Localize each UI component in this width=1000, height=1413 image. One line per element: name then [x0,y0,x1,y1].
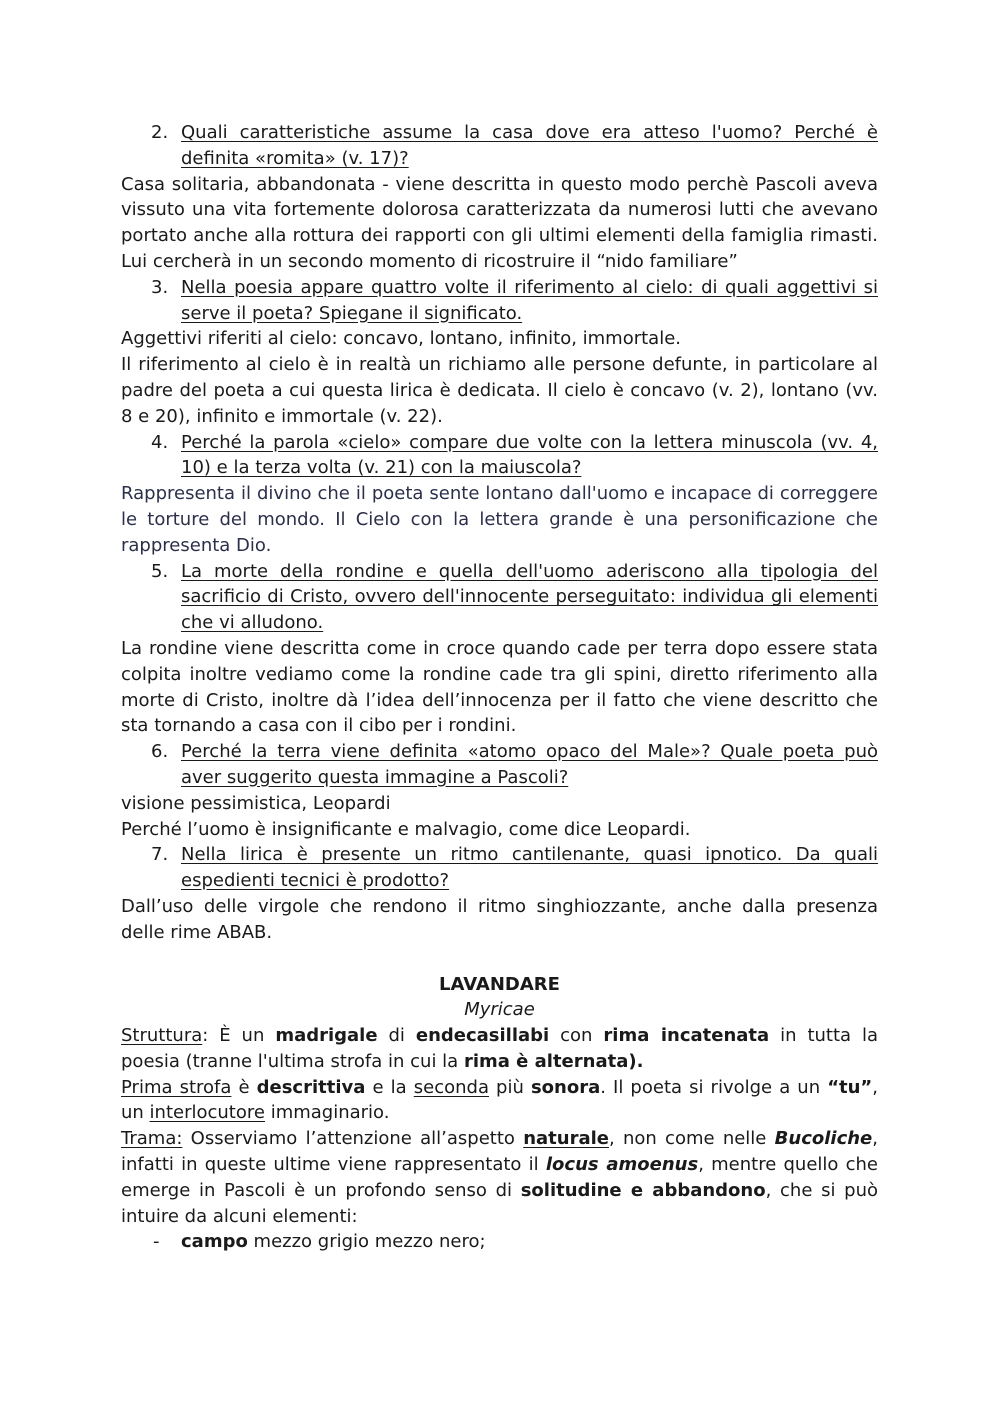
trama-paragraph: Trama: Osserviamo l’attenzione all’aspetto naturale, non come nelle Bucoliche, infatti in queste ultime viene rappresentato il locus amoenus, mentre quello che emerge in Pascoli è un profondo senso di solitudine e abbandono, che si può intuire da alcuni elementi: [121,1128,878,1227]
answer-3-explanation: Il riferimento al cielo è in realtà un richiamo alle persone defunte, in particolare al padre del poeta a cui questa lirica è dedicata. Il cielo è concavo (v. 2), lontano (vv. 8 e 20), infinito e immortale (v. 22). [121,354,878,427]
question-number: 7. [151,844,169,866]
question-7 [121,842,878,894]
question-text: Nella poesia appare quattro volte il riferimento al cielo: di quali aggettivi si serve il poeta? Spiegane il significato. [181,276,878,324]
struttura-paragraph: Struttura: È un madrigale di endecasillabi con rima incatenata in tutta la poesia (tranne l'ultima strofa in cui la rima è alternata). [121,1025,879,1072]
section-subtitle: Myricae [464,999,535,1021]
question-6 [121,739,878,791]
list-item: - campo mezzo grigio mezzo nero; [121,1229,878,1255]
question-text: La morte della rondine e quella dell'uomo aderiscono alla tipologia del sacrificio di Cristo, ovvero dell'innocente perseguitato: individua gli elementi che vi alludono. [181,560,878,634]
answer-4: Rappresenta il divino che il poeta sente lontano dall'uomo e incapace di correggere le torture del mondo. Il Cielo con la lettera grande è una personificazione che rappresenta Dio. [121,483,878,556]
answer-3-adjectives: Aggettivi riferiti al cielo: concavo, lontano, infinito, immortale. [121,328,682,350]
question-number: 6. [151,741,169,763]
strofa-paragraph: Prima strofa è descrittiva e la seconda più sonora. Il poeta si rivolge a un “tu”, un interlocutore immaginario. [121,1076,879,1124]
question-number: 3. [151,276,169,298]
answer-2: Casa solitaria, abbandonata - viene descritta in questo modo perchè Pascoli aveva vissuto una vita fortemente dolorosa caratterizzata da numerosi lutti che avevano portato anche alla rottura dei rapporti con gli ultimi elementi della famiglia rimasti. Lui cercherà in un secondo momento di ricostruire il “nido familiare” [121,173,878,272]
question-text: Quali caratteristiche assume la casa dove era atteso l'uomo? Perché è definita «romita» (v. 17)? [181,122,878,169]
list-dash: - [153,1231,160,1253]
question-3 [121,275,878,327]
answer-6-explanation: Perché l’uomo è insignificante e malvagio, come dice Leopardi. [121,818,691,840]
answer-6-short: visione pessimistica, Leopardi [121,792,391,814]
question-number: 5. [151,560,169,582]
question-text: Perché la terra viene definita «atomo opaco del Male»? Quale poeta può aver suggerito questa immagine a Pascoli? [181,741,878,788]
question-number: 2. [151,122,169,143]
answer-5: La rondine viene descritta come in croce quando cade per terra dopo essere stata colpita inoltre vediamo come la rondine cade tra gli spini, diretto riferimento alla morte di Cristo, inoltre dà l’idea dell’innocenza per il fatto che viene descritto che sta tornando a casa con il cibo per i rondini. [121,637,878,737]
document-body [121,120,878,1255]
question-5 [121,559,878,636]
question-2 [121,120,878,172]
struttura-label: Struttura [121,1025,203,1047]
question-4 [121,430,878,482]
question-text: Nella lirica è presente un ritmo cantilenante, quasi ipnotico. Da quali espedienti tecnici è prodotto? [181,844,878,892]
section-title: LAVANDARE [439,973,560,995]
answer-7: Dall’uso delle virgole che rendono il ritmo singhiozzante, anche dalla presenza delle rime ABAB. [121,895,878,943]
question-text: Perché la parola «cielo» compare due volte con la lettera minuscola (vv. 4, 10) e la terza volta (v. 21) con la maiuscola? [181,431,878,479]
question-number: 4. [151,431,169,453]
trama-label: Trama: [121,1128,183,1150]
